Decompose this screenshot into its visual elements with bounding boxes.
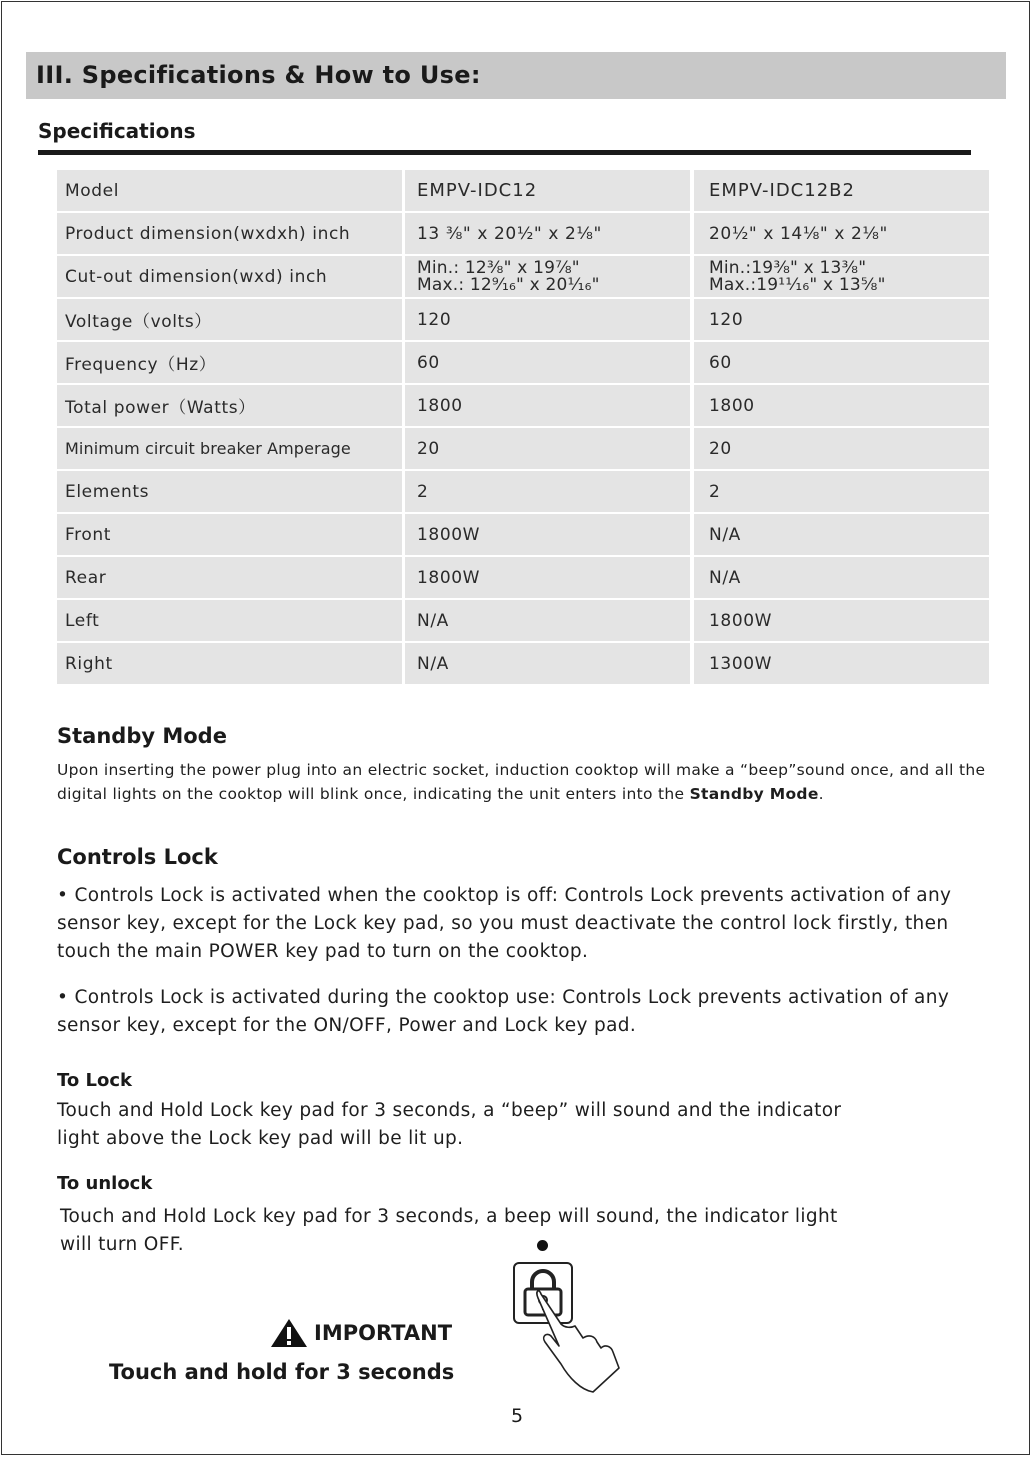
model-a-value: N/A <box>405 643 690 684</box>
heading-rule <box>38 150 971 155</box>
row-label: Total power（Watts） <box>57 385 402 426</box>
model-a-value: 1800 <box>405 385 690 426</box>
section-title: III. Specifications & How to Use: <box>26 52 1006 99</box>
to-unlock-line-1: Touch and Hold Lock key pad for 3 seconds, a beep will sound, the indicator light <box>60 1206 838 1227</box>
lock-keypad-icon <box>505 1258 625 1398</box>
standby-text <box>57 758 992 806</box>
model-b-value: 120 <box>694 299 989 340</box>
row-label: Left <box>57 600 402 641</box>
table-row <box>57 256 989 299</box>
row-label: Voltage（volts） <box>57 299 402 340</box>
model-b-value: N/A <box>694 514 989 555</box>
table-row <box>57 213 989 256</box>
model-a-value: 1800W <box>405 514 690 555</box>
cutout-max: Max.:19¹¹⁄₁₆" x 13⅝" <box>709 274 886 295</box>
warning-icon <box>270 1318 308 1348</box>
table-row <box>57 643 989 686</box>
table-row <box>57 471 989 514</box>
model-a-value <box>405 256 690 297</box>
cutout-max: Max.: 12⁹⁄₁₆" x 20¹⁄₁₆" <box>417 274 600 295</box>
to-lock-line-1: Touch and Hold Lock key pad for 3 seconds, a “beep” will sound and the indicator <box>57 1100 842 1121</box>
page-number: 5 <box>510 1405 524 1427</box>
model-a-value: EMPV-IDC12 <box>405 170 690 211</box>
row-label: Cut-out dimension(wxd) inch <box>57 256 402 297</box>
model-b-value: 60 <box>694 342 989 383</box>
controls-lock-bullet-1: • Controls Lock is activated when the cooktop is off: Controls Lock prevents activation of any sensor key, except for the Lock key pad, so you must deactivate the control lock firstly, then touch the main POWER key pad to turn on the cooktop. <box>57 885 952 962</box>
model-b-value: EMPV-IDC12B2 <box>694 170 989 211</box>
model-b-value: 1800W <box>694 600 989 641</box>
model-a-value: 20 <box>405 428 690 469</box>
row-label: Minimum circuit breaker Amperage <box>57 428 402 469</box>
row-label: Product dimension(wxdxh) inch <box>57 213 402 254</box>
model-a-value: 120 <box>405 299 690 340</box>
specifications-heading: Specifications <box>38 119 196 143</box>
table-row <box>57 600 989 643</box>
model-b-value: 2 <box>694 471 989 512</box>
model-b-value: 1800 <box>694 385 989 426</box>
row-label: Front <box>57 514 402 555</box>
table-row <box>57 385 989 428</box>
row-label: Frequency（Hz） <box>57 342 402 383</box>
cutout-min: Min.:19⅜" x 13⅜" <box>709 257 867 278</box>
to-unlock-line-2: will turn OFF. <box>60 1234 184 1255</box>
row-label: Rear <box>57 557 402 598</box>
row-label: Right <box>57 643 402 684</box>
table-row <box>57 428 989 471</box>
model-a-value: 60 <box>405 342 690 383</box>
controls-lock-bullet-2: • Controls Lock is activated during the cooktop use: Controls Lock prevents activation of any sensor key, except for the ON/OFF, Power and Lock key pad. <box>57 987 950 1036</box>
model-b-value: N/A <box>694 557 989 598</box>
standby-bold: Standby Mode <box>689 785 819 803</box>
important-text: IMPORTANT <box>314 1321 453 1345</box>
model-b-value: 20½" x 14⅛" x 2⅛" <box>694 213 989 254</box>
table-row <box>57 170 989 213</box>
cutout-min: Min.: 12⅜" x 19⅞" <box>417 257 580 278</box>
to-lock-heading: To Lock <box>57 1070 132 1091</box>
model-a-value: 2 <box>405 471 690 512</box>
indicator-light-icon <box>537 1240 548 1251</box>
table-row <box>57 557 989 600</box>
spec-table <box>57 170 989 686</box>
to-lock-line-2: light above the Lock key pad will be lit up. <box>57 1128 464 1149</box>
controls-lock-heading: Controls Lock <box>57 845 218 869</box>
model-a-value: 13 ⅜" x 20½" x 2⅛" <box>405 213 690 254</box>
touch-hold-caption: Touch and hold for 3 seconds <box>109 1360 455 1384</box>
standby-heading: Standby Mode <box>57 724 227 748</box>
standby-end: . <box>818 785 824 803</box>
model-b-value: 1300W <box>694 643 989 684</box>
to-unlock-text <box>60 1203 995 1259</box>
important-label <box>270 1318 452 1348</box>
model-b-value: 20 <box>694 428 989 469</box>
table-row <box>57 514 989 557</box>
to-unlock-heading: To unlock <box>57 1173 153 1194</box>
table-row <box>57 342 989 385</box>
standby-body: Upon inserting the power plug into an electric socket, induction cooktop will make a “beep”sound once, and all the digital lights on the cooktop will blink once, indicating the unit enters into the <box>57 761 986 803</box>
to-lock-text <box>57 1097 992 1153</box>
row-label: Elements <box>57 471 402 512</box>
row-label: Model <box>57 170 402 211</box>
table-row <box>57 299 989 342</box>
model-a-value: N/A <box>405 600 690 641</box>
model-b-value <box>694 256 989 297</box>
model-a-value: 1800W <box>405 557 690 598</box>
